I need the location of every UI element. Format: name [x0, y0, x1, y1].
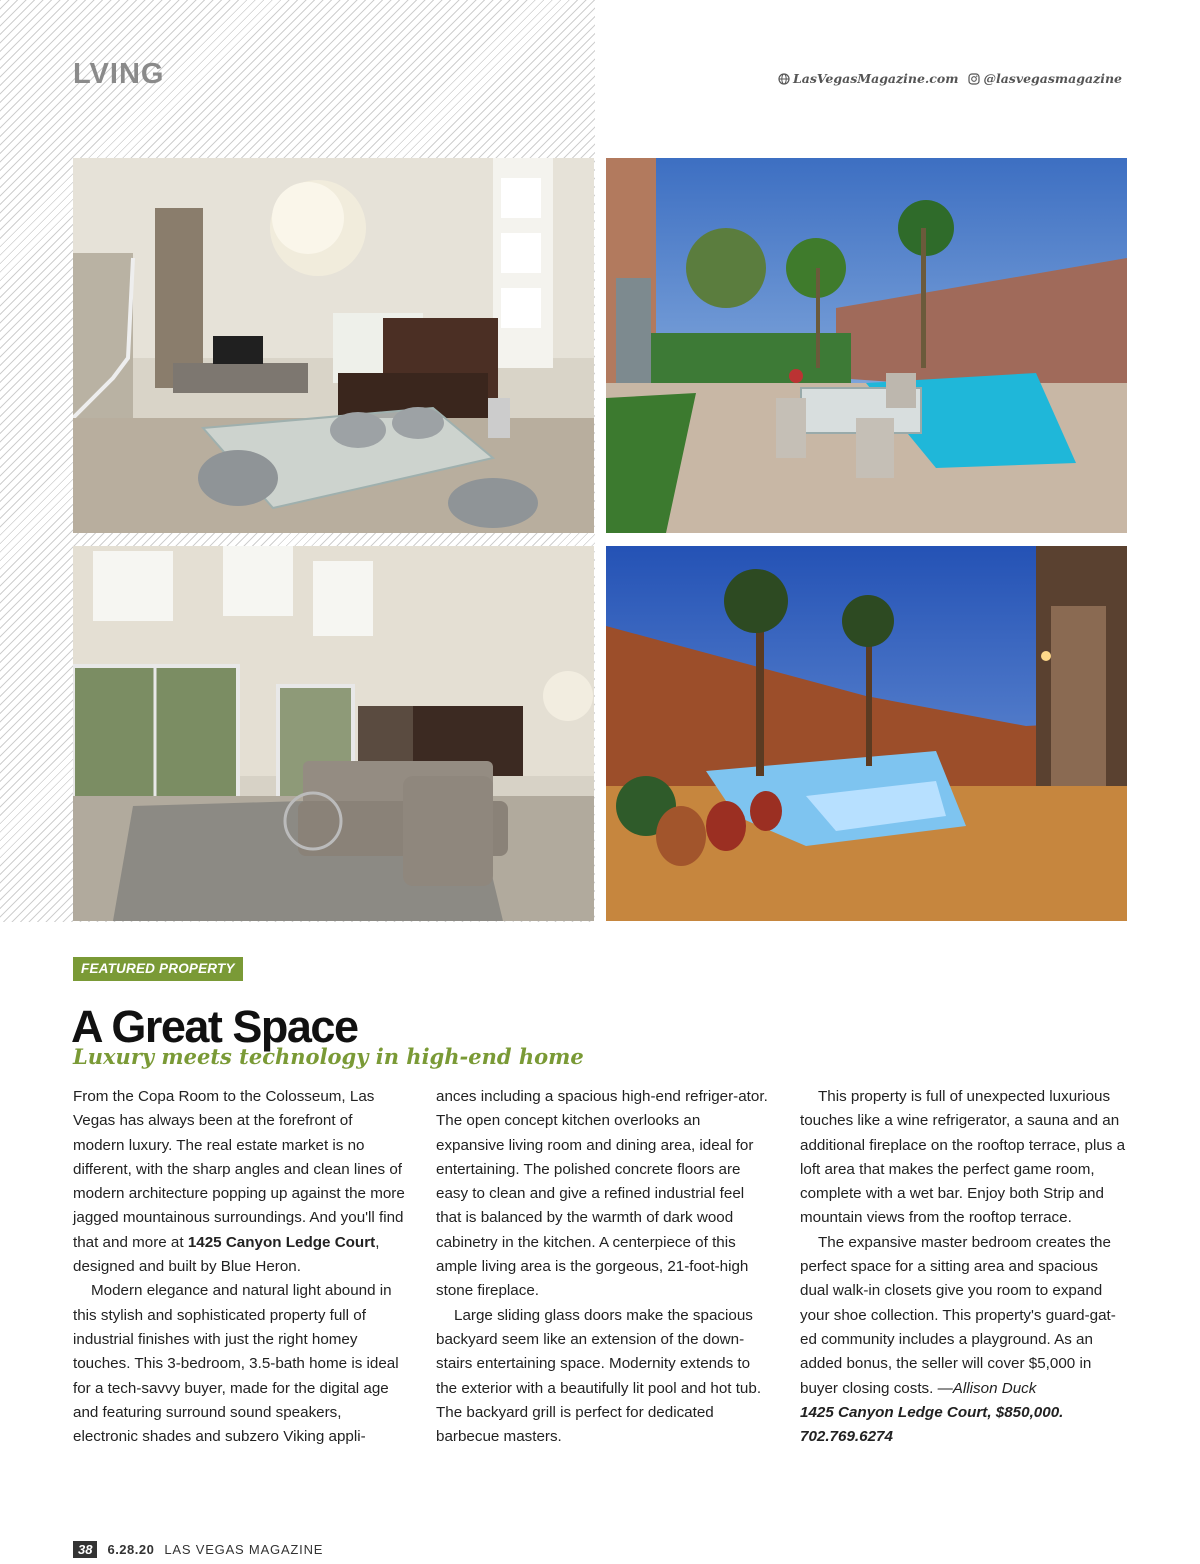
- listing-phone: 702.769.6274: [800, 1428, 893, 1446]
- col3-paragraph-1: This property is full of unexpected luxurious touches like a wine refrigerator, a sauna and an additional fireplace on the rooftop terrace, plus a loft area that makes the perfect game room, complete with a wet bar. Enjoy both Strip and mountain views from the rooftop terrace.: [800, 1088, 1126, 1227]
- article-column-2: [436, 1085, 771, 1449]
- col1-paragraph-1: [73, 1085, 408, 1279]
- article-column-3: [800, 1085, 1130, 1449]
- article-subtitle: Luxury meets technology in high-end home: [73, 1044, 584, 1069]
- website-text: LasVegasMagazine.com: [792, 71, 959, 86]
- instagram-link[interactable]: [968, 71, 1122, 86]
- website-link[interactable]: [778, 71, 959, 86]
- photo-backyard-pool-day: [606, 158, 1127, 533]
- page-number: 38: [73, 1541, 97, 1558]
- col1-p1-text: From the Copa Room to the Colosseum, Las Vegas has always been at the forefront of modern luxury. The real estate market is no different, with the sharp angles and clean lines of modern architecture popping up against the more jagged mountainous surroundings. And you'll find that and more at: [73, 1088, 405, 1251]
- page-footer: [73, 1541, 323, 1558]
- address-bold: 1425 Canyon Ledge Court: [187, 1233, 376, 1251]
- article-title: A Great Space: [71, 1001, 358, 1052]
- photo-dining-kitchen: [73, 158, 594, 533]
- col1-p1-end: , designed and built by Blue Heron.: [73, 1233, 380, 1276]
- col2-paragraph-2: Large sliding glass doors make the spacious backyard seem like an extension of the down-stairs entertaining space. Modernity extends to the exterior with a beautifully lit pool and hot tub. The backyard grill is perfect for dedicated barbecue masters.: [436, 1306, 762, 1446]
- social-links: [778, 71, 1122, 86]
- col1-paragraph-2: Modern elegance and natural light abound in this stylish and sophisticated property full of industrial finishes with just the right homey touches. This 3-bedroom, 3.5-bath home is ideal for a tech-savvy buyer, made for the digital age and featuring surround sound speakers, electronic shades and subzero Viking appli-: [73, 1282, 399, 1446]
- photo-living-room: [73, 546, 594, 921]
- article-column-1: [73, 1085, 408, 1449]
- photo-backyard-pool-night: [606, 546, 1127, 921]
- col2-paragraph-1: ances including a spacious high-end refriger-ator. The open concept kitchen overlooks an expansive living room and dining area, ideal for entertaining. The polished concrete floors are easy to clean and give a refined industrial feel that is balanced by the warmth of dark wood cabinetry in the kitchen. A centerpiece of this ample living area is the gorgeous, 21-foot-high stone fireplace.: [436, 1088, 768, 1300]
- globe-icon: [778, 73, 790, 85]
- featured-property-badge: FEATURED PROPERTY: [73, 957, 243, 981]
- author-credit: —Allison Duck: [937, 1379, 1037, 1397]
- col3-p2-text: The expansive master bedroom creates the perfect space for a sitting area and spacious dual walk-in closets give you room to expand your shoe collection. This property's guard-gat-ed community includes a playground. As an added bonus, the seller will cover $5,000 in buyer closing costs.: [800, 1233, 1116, 1397]
- issue-date: 6.28.20: [107, 1542, 155, 1557]
- instagram-icon: [968, 73, 980, 85]
- magazine-name: LAS VEGAS MAGAZINE: [164, 1542, 324, 1557]
- col3-paragraph-2: [800, 1231, 1130, 1401]
- instagram-text: @lasvegasmagazine: [983, 71, 1122, 86]
- section-label: LVING: [73, 58, 165, 90]
- listing-price: 1425 Canyon Ledge Court, $850,000.: [800, 1403, 1064, 1421]
